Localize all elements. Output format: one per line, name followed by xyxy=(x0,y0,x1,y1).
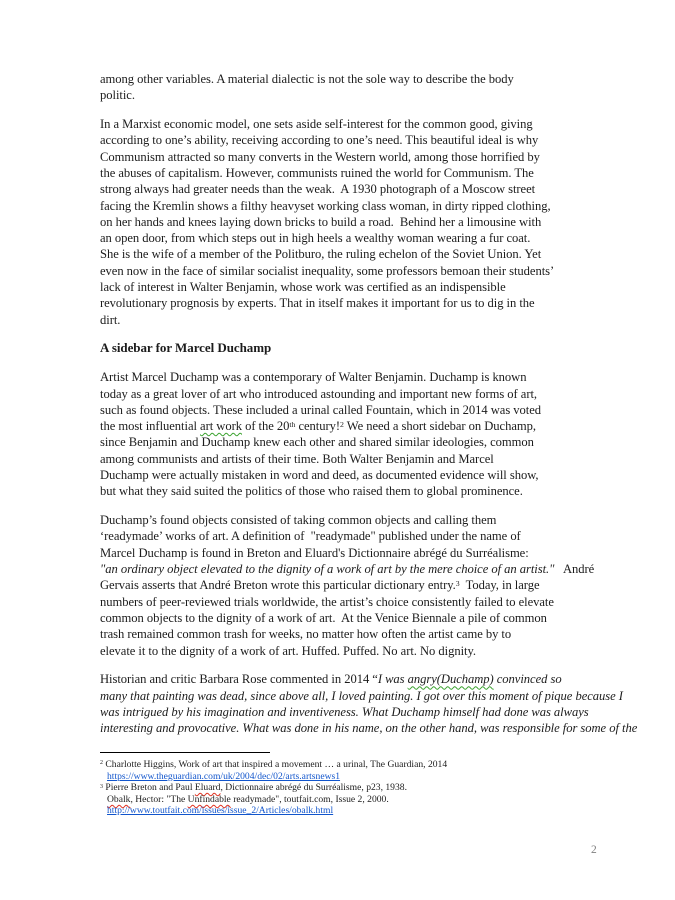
footnote-separator xyxy=(100,752,270,753)
text-line xyxy=(100,116,597,132)
text-line xyxy=(100,279,597,295)
paragraph xyxy=(100,71,597,104)
text-line xyxy=(100,671,597,687)
text-line xyxy=(100,149,597,165)
footnote-line xyxy=(100,805,597,817)
text-run: among communists and artists of their time. Both Walter Benjamin and Marcel xyxy=(100,451,494,466)
text-run: Duchamp’s found objects consisted of taking common objects and calling them xyxy=(100,513,497,528)
text-run: th xyxy=(289,419,296,429)
text-run: 2 xyxy=(340,419,344,429)
text-line xyxy=(100,688,623,704)
text-line xyxy=(100,512,597,528)
text-run: 3 xyxy=(100,783,103,790)
hyperlink[interactable]: https://www.theguardian.com/uk/2004/dec/02/arts.artsnews1 xyxy=(107,770,341,782)
text-line xyxy=(100,528,597,544)
text-run: lack of interest in Walter Benjamin, whose work was certified as an indispensible xyxy=(100,280,506,295)
text-line xyxy=(100,594,597,610)
text-run: elevate it to the dignity of a work of art. Huffed. Puffed. No art. No dignity. xyxy=(100,643,476,658)
footnote-line xyxy=(100,794,597,806)
text-run: but what they said suited the politics of those who raised them to global prominence. xyxy=(100,484,523,499)
text-run: André xyxy=(554,562,595,577)
text-run: even now in the face of similar socialist inequality, some professors bemoan their students’ xyxy=(100,263,555,278)
section-heading xyxy=(100,340,597,356)
text-line xyxy=(100,246,597,262)
text-run: Historian and critic Barbara Rose commented in 2014 “ xyxy=(100,672,378,687)
text-run: of the 20 xyxy=(241,419,290,434)
text-line xyxy=(100,418,597,434)
footnote-line xyxy=(100,771,597,783)
text-line xyxy=(100,451,597,467)
text-run: Artist Marcel Duchamp was a contemporary of Walter Benjamin. Duchamp is known xyxy=(100,370,527,385)
page-number: 2 xyxy=(591,844,597,856)
text-line xyxy=(100,545,597,561)
text-run: on her hands and knees laying down bricks to build a road. Behind her a limousine with xyxy=(100,214,542,229)
hyperlink[interactable]: http://www.toutfait.com/issues/issue_2/Articles/obalk.html xyxy=(107,805,334,817)
text-run: We need a short sidebar on Duchamp, xyxy=(343,419,536,434)
text-run: many that painting was dead, since above all, I loved painting. I got over this moment of pique because I xyxy=(100,688,623,703)
text-run: Communism attracted so many converts in the Western world, among those horrified by xyxy=(100,149,540,164)
text-line xyxy=(100,467,597,483)
text-line xyxy=(100,643,597,659)
footnote-line xyxy=(100,782,597,794)
text-line xyxy=(100,561,597,577)
text-line xyxy=(100,132,597,148)
text-run: Eluard xyxy=(194,782,221,794)
text-line xyxy=(100,720,638,736)
text-line xyxy=(100,369,597,385)
footnotes-list xyxy=(100,759,597,817)
text-run: the most influential xyxy=(100,419,201,434)
text-run: Today, in large xyxy=(459,578,540,593)
text-run: A sidebar for Marcel Duchamp xyxy=(100,340,272,356)
text-run: , Hector: "The xyxy=(130,793,188,805)
text-line xyxy=(100,483,597,499)
text-run: strong always had greater needs than the weak. A 1930 photograph of a Moscow street xyxy=(100,182,536,197)
text-line xyxy=(100,230,597,246)
text-run: was intrigued by his imagination and inventiveness. What Duchamp himself had done was always xyxy=(100,704,589,719)
footnote-line xyxy=(100,759,597,771)
text-run: 2 xyxy=(100,760,103,767)
text-line xyxy=(100,386,597,402)
text-run: century! xyxy=(295,419,341,434)
text-line xyxy=(100,165,597,181)
text-run: dirt. xyxy=(100,312,121,327)
text-run: convinced so xyxy=(493,672,562,687)
text-run: "an ordinary object elevated to the dignity of a work of art by the mere choice of an artist." xyxy=(100,562,555,577)
text-run: today as a great lover of art who introduced astounding and important new forms of art, xyxy=(100,386,538,401)
text-run: She is the wife of a member of the Politburo, the ruling echelon of the Soviet Union. Yet xyxy=(100,247,542,262)
text-line xyxy=(100,577,597,593)
text-line xyxy=(100,87,597,103)
text-run: since Benjamin and Duchamp knew each other and shared similar ideologies, common xyxy=(100,435,534,450)
paragraph xyxy=(100,671,638,736)
text-run: facing the Kremlin shows a filthy heavyset working class woman, in dirty ripped clothing, xyxy=(100,198,551,213)
text-run: an open door, from which steps out in high heels a wealthy woman wearing a fur coat. xyxy=(100,231,531,246)
text-run: Gervais asserts that André Breton wrote this particular dictionary entry. xyxy=(100,578,456,593)
text-line xyxy=(100,626,597,642)
text-line xyxy=(100,402,597,418)
text-line xyxy=(100,610,597,626)
text-run: angry(Duchamp) xyxy=(407,672,494,687)
text-line xyxy=(100,312,597,328)
text-run: readymade", toutfait.com, Issue 2, 2000. xyxy=(230,793,389,805)
text-run: art work xyxy=(200,419,242,434)
text-run: 3 xyxy=(455,578,460,588)
text-run: revolutionary prognosis by experts. That in itself makes it important for us to dig in the xyxy=(100,296,535,311)
text-run: , Dictionnaire abrégé du Surréalisme, p23, 1938. xyxy=(220,782,407,794)
text-run: trash remained common trash for weeks, no matter how often the artist came by to xyxy=(100,627,512,642)
text-run: the abuses of capitalism. However, communists ruined the world for Communism. The xyxy=(100,165,534,180)
text-run: numbers of peer-reviewed trials worldwide, the artist’s choice consistently failed to elevate xyxy=(100,594,554,609)
text-run: Unfindable xyxy=(187,793,231,805)
text-line xyxy=(100,295,597,311)
text-run: Marcel Duchamp is found in Breton and Eluard's Dictionnaire abrégé du Surréalisme: xyxy=(100,545,529,560)
text-line xyxy=(100,71,597,87)
paragraph xyxy=(100,512,597,659)
text-line xyxy=(100,181,597,197)
paragraph xyxy=(100,369,597,499)
text-run: Charlotte Higgins, Work of art that inspired a movement … a urinal, The Guardian, 2014 xyxy=(102,759,448,770)
text-run: common objects to the dignity of a work of art. At the Venice Biennale a pile of common xyxy=(100,610,547,625)
text-run: such as found objects. These included a urinal called Fountain, which in 2014 was voted xyxy=(100,402,541,417)
text-run: Duchamp were actually mistaken in word and deed, as documented evidence will show, xyxy=(100,468,539,483)
text-run: Obalk xyxy=(107,793,131,805)
text-line xyxy=(100,214,597,230)
text-line xyxy=(100,198,597,214)
text-run: among other variables. A material dialectic is not the sole way to describe the body xyxy=(100,72,514,86)
text-line xyxy=(100,704,597,720)
text-run: according to one’s ability, receiving according to one’s need. This beautiful ideal is why xyxy=(100,133,539,148)
text-run: Pierre Breton and Paul xyxy=(102,782,195,794)
document-body xyxy=(100,71,638,749)
text-run: In a Marxist economic model, one sets aside self-interest for the common good, giving xyxy=(100,117,533,132)
text-run: ‘readymade’ works of art. A definition of "readymade" published under the name of xyxy=(100,529,521,544)
text-run: I was xyxy=(377,672,408,687)
text-line xyxy=(100,434,597,450)
text-run: politic. xyxy=(100,88,135,103)
footnotes-section xyxy=(100,752,597,817)
text-run: interesting and provocative. What was done in his name, on the other hand, was responsible for some of the xyxy=(100,721,638,736)
text-line xyxy=(100,340,597,356)
paragraph xyxy=(100,116,597,328)
text-line xyxy=(100,263,597,279)
